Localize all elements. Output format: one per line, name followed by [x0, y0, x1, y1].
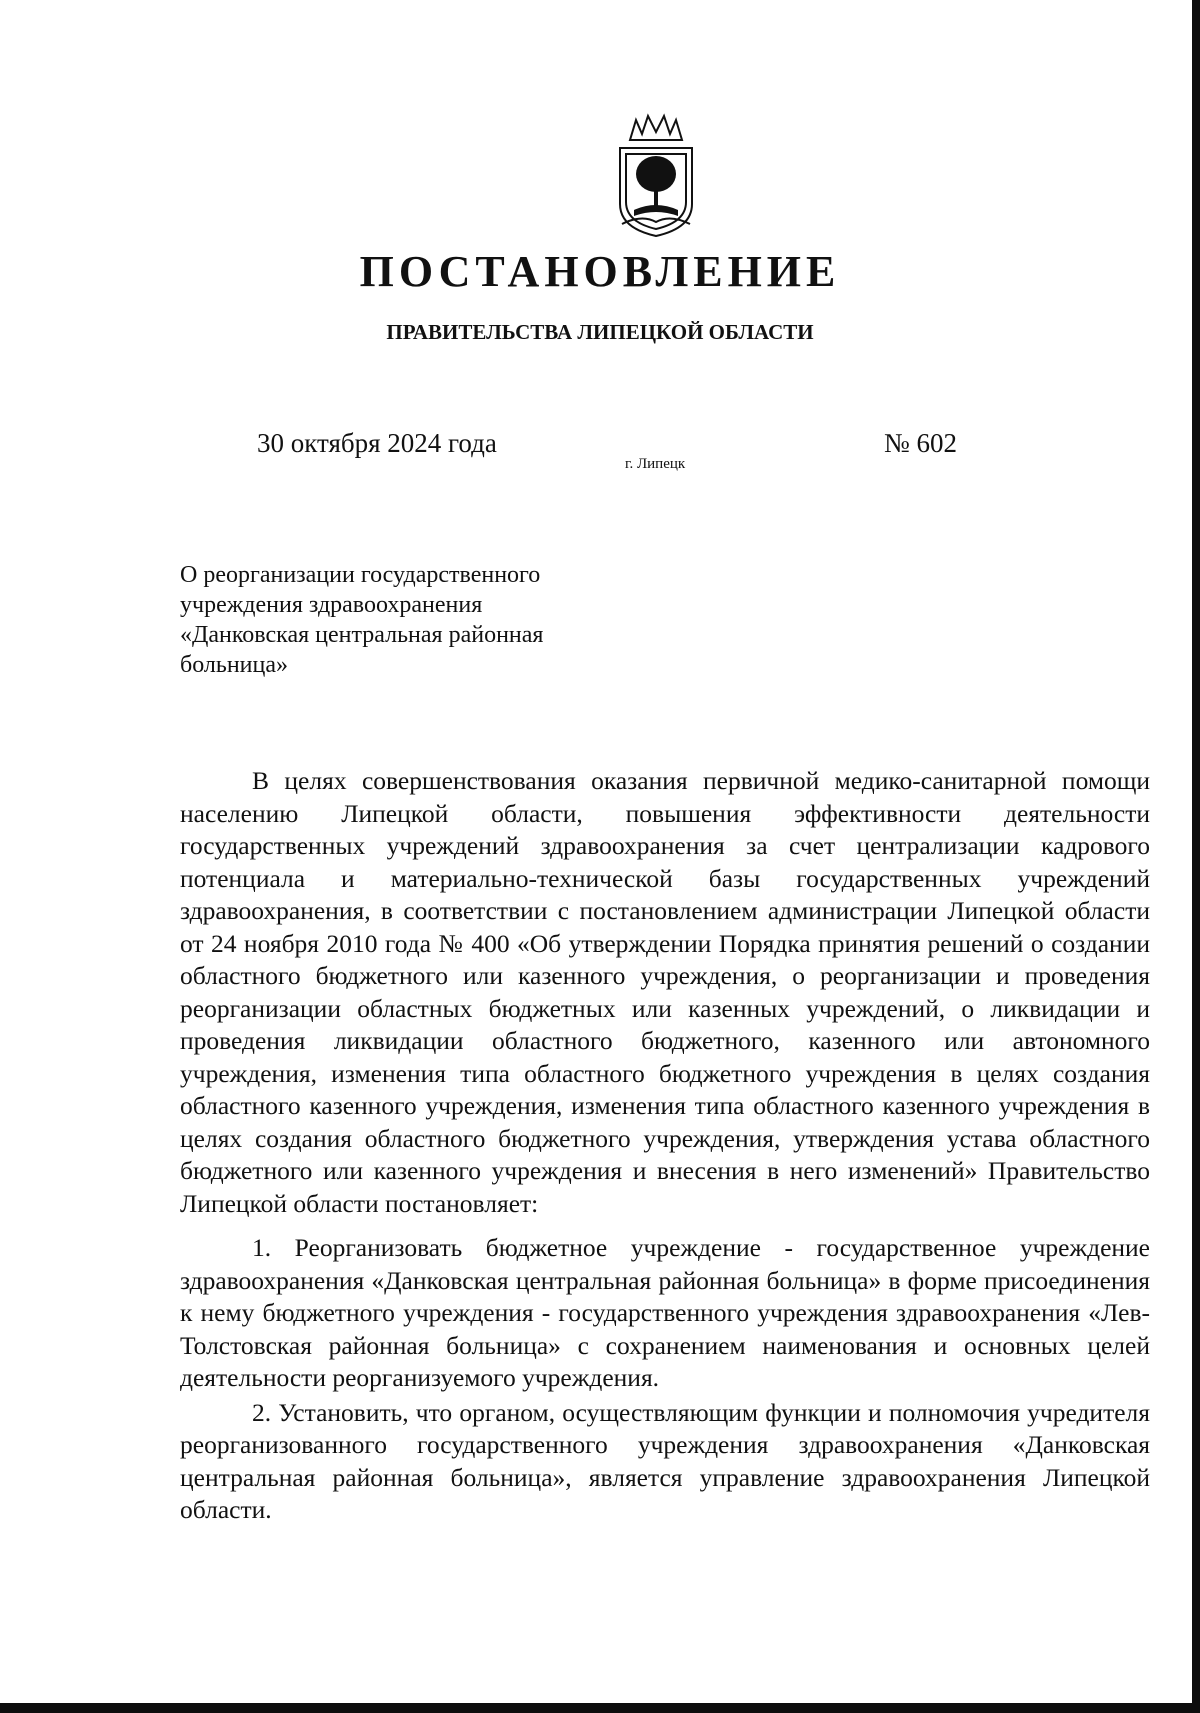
item-2-paragraph: 2. Установить, что органом, осуществляющим функции и полномочия учредителя реорганизованного государственного учреждения здравоохранения «Данковская центральная районная больница», является управление здравоохранения Липецкой области. — [180, 1397, 1150, 1524]
lipetsk-oblast-coat-of-arms-icon — [612, 112, 700, 240]
document-subject — [180, 560, 640, 680]
document-title: ПОСТАНОВЛЕНИЕ — [359, 247, 841, 296]
subject-line: О реорганизации государственного — [180, 562, 541, 588]
document-issuer: ПРАВИТЕЛЬСТВА ЛИПЕЦКОЙ ОБЛАСТИ — [386, 320, 814, 344]
subject-line: «Данковская центральная районная — [180, 622, 544, 648]
document-body — [180, 765, 1150, 1527]
scan-edge-bottom — [0, 1703, 1200, 1713]
subject-line: больница» — [180, 652, 288, 678]
subject-line: учреждения здравоохранения — [180, 592, 483, 618]
document-date: 30 октября 2024 года — [257, 428, 497, 458]
preamble-paragraph: В целях совершенствования оказания первичной медико-санитарной помощи населению Липецкой области, повышения эффективности деятельности государственных учреждений здравоохранения за счет централизации кадрового потенциала и материально-технической базы государственных учреждений здравоохранения, в соответствии с постановлением администрации Липецкой области от 24 ноября 2010 года № 400 «Об утверждении Порядка принятия решений о создании областного бюджетного или казенного учреждения, о реорганизации и проведения реорганизации областных бюджетных или казенных учреждений, о ликвидации и проведения ликвидации областного бюджетного, казенного или автономного учреждения, изменения типа областного бюджетного учреждения в целях создания областного казенного учреждения, изменения типа областного казенного учреждения в целях создания областного бюджетного учреждения, утверждения устава областного бюджетного или казенного учреждения и внесения в него изменений» Правительство Липецкой области постановляет: — [180, 766, 1150, 1218]
document-number: № 602 — [884, 428, 958, 458]
item-1-paragraph: 1. Реорганизовать бюджетное учреждение - государственное учреждение здравоохранения «Данковская центральная районная больница» в форме присоединения к нему бюджетного учреждения - государственного учреждения здравоохранения «Лев-Толстовская районная больница» с сохранением наименования и основных целей деятельности реорганизуемого учреждения. — [180, 1233, 1150, 1392]
document-city: г. Липецк — [625, 456, 686, 472]
